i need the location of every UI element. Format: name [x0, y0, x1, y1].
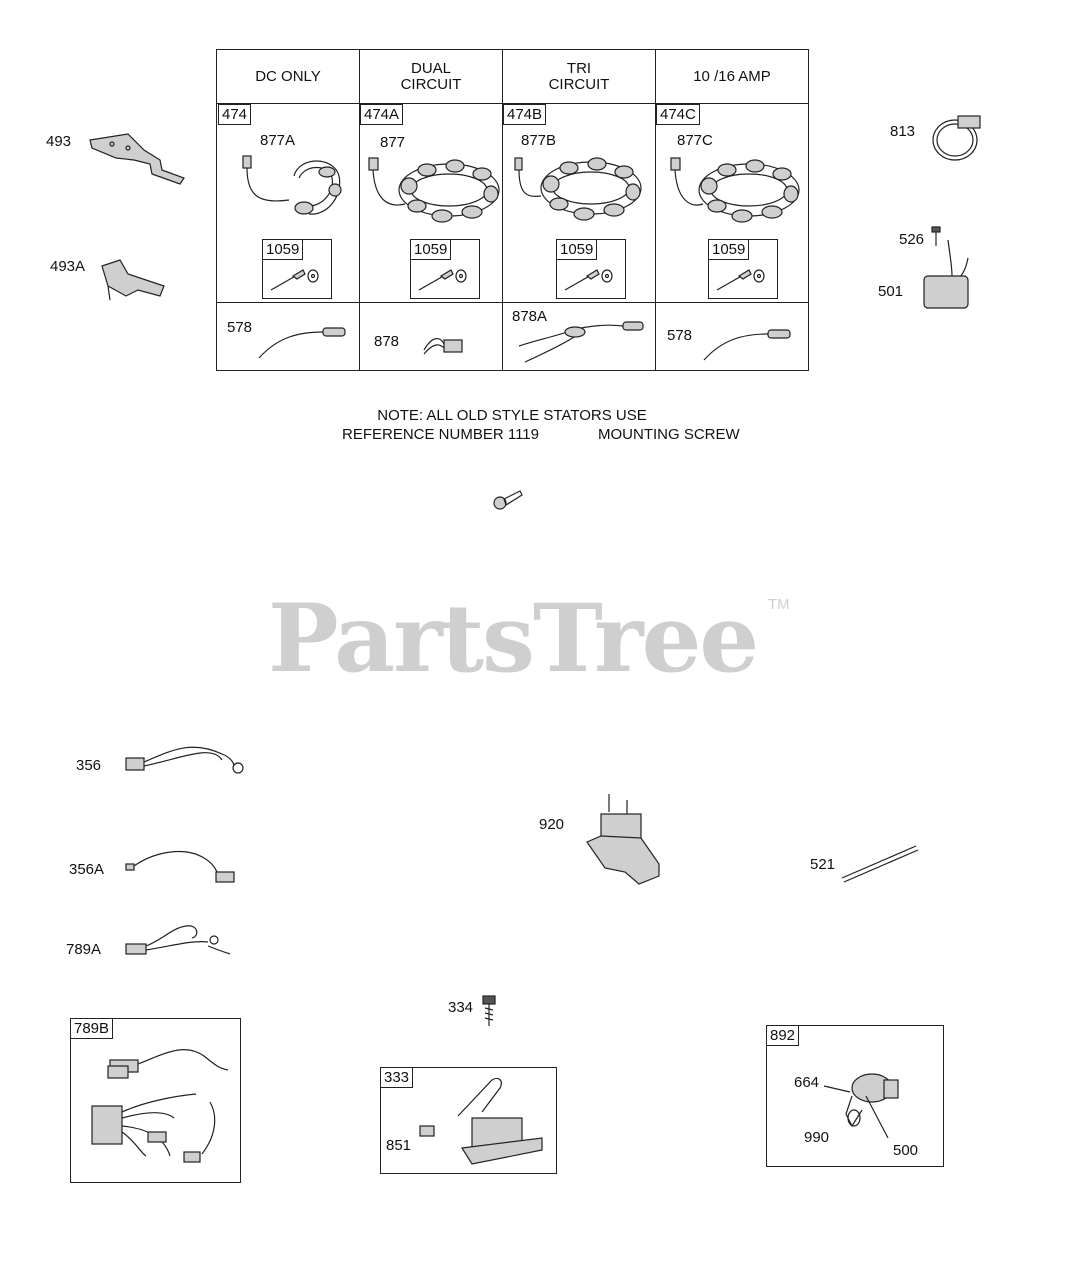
- label-356[interactable]: 356: [76, 757, 102, 774]
- header-dc-only: DC ONLY: [255, 67, 321, 85]
- ref-474c[interactable]: 474C: [656, 104, 700, 125]
- label-334[interactable]: 334: [448, 999, 474, 1016]
- ignition-switch-892-drawing: [822, 1066, 912, 1146]
- watermark-trademark: TM: [768, 596, 790, 613]
- note-line-1: NOTE: ALL OLD STYLE STATORS USE: [377, 407, 647, 424]
- harness-356a-drawing: [124, 844, 244, 889]
- ref-474b[interactable]: 474B: [503, 104, 546, 125]
- stator-877-drawing: [367, 146, 502, 226]
- label-521[interactable]: 521: [810, 856, 836, 873]
- stator-877a-drawing: [239, 146, 349, 226]
- ref-474a[interactable]: 474A: [360, 104, 403, 125]
- harness-789b-drawing: [84, 1036, 234, 1176]
- label-526[interactable]: 526: [899, 231, 925, 248]
- bracket-493-drawing: [88, 130, 188, 185]
- label-813[interactable]: 813: [890, 123, 916, 140]
- solenoid-920-drawing: [585, 786, 665, 888]
- stator-877c-drawing: [667, 146, 807, 226]
- ref-892[interactable]: 892: [766, 1025, 799, 1046]
- bracket-493a-drawing: [98, 256, 168, 306]
- ref-1059[interactable]: 1059: [708, 239, 749, 260]
- stator-877b-drawing: [511, 146, 651, 226]
- mounting-screw-drawing: [492, 486, 524, 512]
- ref-789b[interactable]: 789B: [70, 1018, 113, 1039]
- label-789a[interactable]: 789A: [66, 941, 102, 958]
- label-578[interactable]: 578: [227, 319, 253, 336]
- header-10-16-amp: 10 /16 AMP: [693, 67, 771, 85]
- label-851[interactable]: 851: [386, 1137, 412, 1154]
- ref-1059[interactable]: 1059: [410, 239, 451, 260]
- label-990[interactable]: 990: [804, 1129, 830, 1146]
- lead-wire-578-drawing: [257, 318, 352, 363]
- regulator-501-drawing: [918, 236, 980, 316]
- label-664[interactable]: 664: [794, 1074, 820, 1091]
- screw-334-drawing: [480, 994, 500, 1030]
- ref-333[interactable]: 333: [380, 1067, 413, 1088]
- ref-1059[interactable]: 1059: [262, 239, 303, 260]
- hose-clamp-813-drawing: [928, 110, 988, 165]
- screw-washer-drawing: [417, 266, 477, 296]
- stator-table: [216, 49, 809, 371]
- label-877c[interactable]: 877C: [677, 132, 713, 149]
- label-878a[interactable]: 878A: [512, 308, 548, 325]
- label-501[interactable]: 501: [878, 283, 904, 300]
- label-493a[interactable]: 493A: [50, 258, 86, 275]
- note-line-2-reference: REFERENCE NUMBER 1119: [342, 426, 539, 443]
- tube-521-drawing: [840, 846, 922, 886]
- label-493[interactable]: 493: [46, 133, 72, 150]
- label-356a[interactable]: 356A: [69, 861, 105, 878]
- label-920[interactable]: 920: [539, 816, 565, 833]
- watermark: PartsTree: [268, 584, 758, 694]
- label-878[interactable]: 878: [374, 333, 400, 350]
- label-877b[interactable]: 877B: [521, 132, 557, 149]
- screw-washer-drawing: [269, 266, 329, 296]
- note-line-2-screw: MOUNTING SCREW: [598, 426, 740, 443]
- screw-washer-drawing: [563, 266, 623, 296]
- header-dual-circuit: DUAL CIRCUIT: [400, 59, 462, 93]
- lead-wire-578-drawing: [702, 320, 797, 365]
- label-877a[interactable]: 877A: [260, 132, 296, 149]
- harness-356-drawing: [122, 736, 252, 778]
- header-tri-circuit: TRI CIRCUIT: [548, 59, 610, 93]
- harness-789a-drawing: [122, 916, 242, 966]
- ref-474[interactable]: 474: [218, 104, 251, 125]
- label-578[interactable]: 578: [667, 327, 693, 344]
- label-877[interactable]: 877: [380, 134, 406, 151]
- label-500[interactable]: 500: [893, 1142, 919, 1159]
- wire-harness-878a-drawing: [517, 312, 647, 367]
- screw-washer-drawing: [715, 266, 775, 296]
- ref-1059[interactable]: 1059: [556, 239, 597, 260]
- connector-878-drawing: [422, 332, 472, 362]
- ignition-coil-333-drawing: [412, 1076, 552, 1166]
